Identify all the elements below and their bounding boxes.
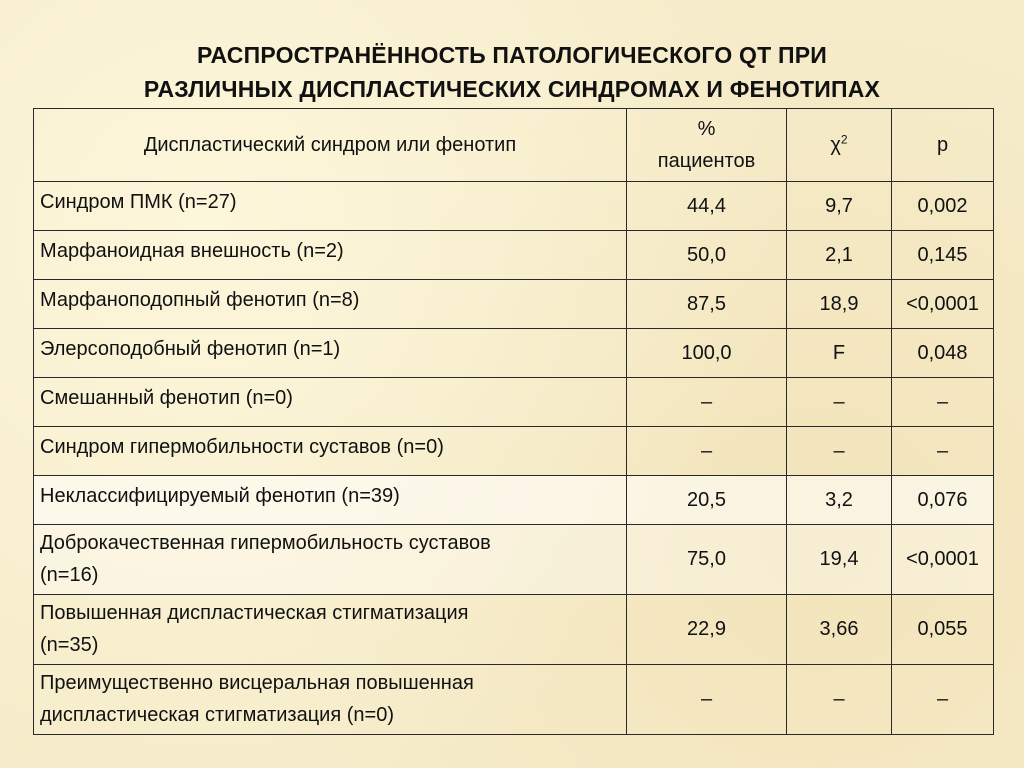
row-name: Элерсоподобный фенотип (n=1) <box>34 329 627 378</box>
row-p: 0,048 <box>892 329 994 378</box>
row-name: Марфаноподопный фенотип (n=8) <box>34 280 627 329</box>
row-percent: 22,9 <box>627 595 787 665</box>
row-chi: 18,9 <box>787 280 892 329</box>
table-row <box>34 280 994 329</box>
row-name-line1: Преимущественно висцеральная повышенная <box>40 672 474 694</box>
row-p: – <box>892 378 994 427</box>
table-row <box>34 665 994 735</box>
row-name-line1: Повышенная диспластическая стигматизация <box>40 602 469 624</box>
row-percent: – <box>627 665 787 735</box>
row-chi: – <box>787 665 892 735</box>
header-chi-sup: 2 <box>840 132 848 147</box>
table-row <box>34 329 994 378</box>
row-p: 0,145 <box>892 231 994 280</box>
row-percent: – <box>627 378 787 427</box>
row-percent: 20,5 <box>627 476 787 525</box>
table-row <box>34 427 994 476</box>
qt-prevalence-table <box>33 108 994 735</box>
table-row <box>34 476 994 525</box>
row-name <box>34 595 627 665</box>
header-syndrome: Диспластический синдром или фенотип <box>34 109 627 182</box>
row-chi: 2,1 <box>787 231 892 280</box>
table-row <box>34 595 994 665</box>
row-p: <0,0001 <box>892 280 994 329</box>
table-row <box>34 182 994 231</box>
row-chi: 3,66 <box>787 595 892 665</box>
row-p: 0,076 <box>892 476 994 525</box>
row-percent: 50,0 <box>627 231 787 280</box>
row-name: Марфаноидная внешность (n=2) <box>34 231 627 280</box>
title-line-2: РАЗЛИЧНЫХ ДИСПЛАСТИЧЕСКИХ СИНДРОМАХ И ФЕНОТИПАХ <box>143 76 881 102</box>
row-name-line2: диспластическая стигматизация (n=0) <box>40 704 394 726</box>
row-p: 0,055 <box>892 595 994 665</box>
row-name: Синдром ПМК (n=27) <box>34 182 627 231</box>
row-percent: – <box>627 427 787 476</box>
header-percent <box>627 109 787 182</box>
row-chi: 9,7 <box>787 182 892 231</box>
row-percent: 100,0 <box>627 329 787 378</box>
header-p: р <box>892 109 994 182</box>
row-name: Синдром гипермобильности суставов (n=0) <box>34 427 627 476</box>
table-row <box>34 231 994 280</box>
row-percent: 75,0 <box>627 525 787 595</box>
header-chi-square <box>787 109 892 182</box>
row-p: – <box>892 427 994 476</box>
row-chi: – <box>787 378 892 427</box>
row-name: Неклассифицируемый фенотип (n=39) <box>34 476 627 525</box>
table-row <box>34 525 994 595</box>
header-percent-line2: пациентов <box>657 150 756 172</box>
row-chi: 3,2 <box>787 476 892 525</box>
row-p: <0,0001 <box>892 525 994 595</box>
row-p: 0,002 <box>892 182 994 231</box>
row-name-line2: (n=35) <box>40 634 99 656</box>
title-line-1: РАСПРОСТРАНЁННОСТЬ ПАТОЛОГИЧЕСКОГО QT ПРИ <box>197 42 827 68</box>
row-chi: – <box>787 427 892 476</box>
slide-title <box>0 38 1024 106</box>
row-name: Смешанный фенотип (n=0) <box>34 378 627 427</box>
row-name-line2: (n=16) <box>40 564 99 586</box>
row-name <box>34 525 627 595</box>
row-percent: 87,5 <box>627 280 787 329</box>
table-header-row <box>34 109 994 182</box>
header-percent-line1: % <box>697 118 716 140</box>
row-name-line1: Доброкачественная гипермобильность суставов <box>40 532 491 554</box>
header-chi-base: χ <box>830 134 841 156</box>
row-p: – <box>892 665 994 735</box>
row-chi: 19,4 <box>787 525 892 595</box>
row-chi: F <box>787 329 892 378</box>
table-row <box>34 378 994 427</box>
row-percent: 44,4 <box>627 182 787 231</box>
row-name <box>34 665 627 735</box>
